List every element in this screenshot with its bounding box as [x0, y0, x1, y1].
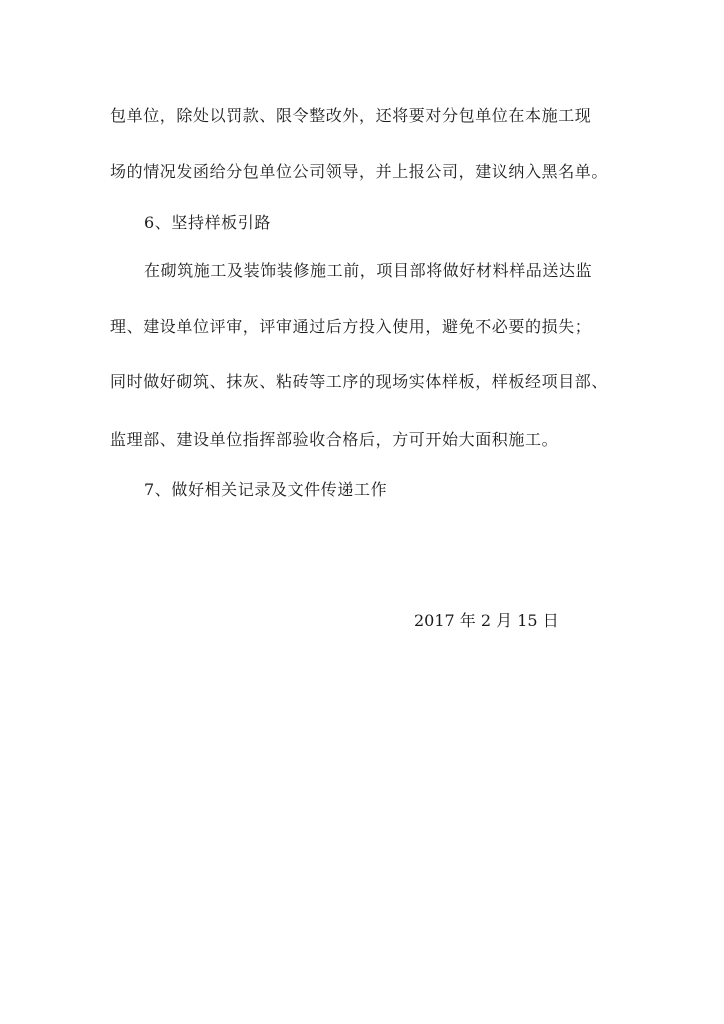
- paragraph-line-3: 在砌筑施工及装饰装修施工前，项目部将做好材料样品送达监: [144, 261, 593, 280]
- section-heading-6: 6、坚持样板引路: [144, 213, 271, 232]
- paragraph-line-5: 同时做好砌筑、抹灰、粘砖等工序的现场实体样板，样板经项目部、: [110, 372, 609, 391]
- paragraph-line-1: 包单位，除处以罚款、限令整改外，还将要对分包单位在本施工现: [110, 106, 592, 125]
- section-heading-7: 7、做好相关记录及文件传递工作: [144, 480, 388, 499]
- paragraph-line-2: 场的情况发函给分包单位公司领导，并上报公司，建议纳入黑名单。: [110, 162, 609, 181]
- paragraph-line-4: 理、建设单位评审，评审通过后方投入使用，避免不必要的损失；: [110, 317, 592, 336]
- paragraph-line-6: 监理部、建设单位指挥部验收合格后，方可开始大面积施工。: [110, 430, 559, 449]
- document-date: 2017 年 2 月 15 日: [414, 611, 559, 630]
